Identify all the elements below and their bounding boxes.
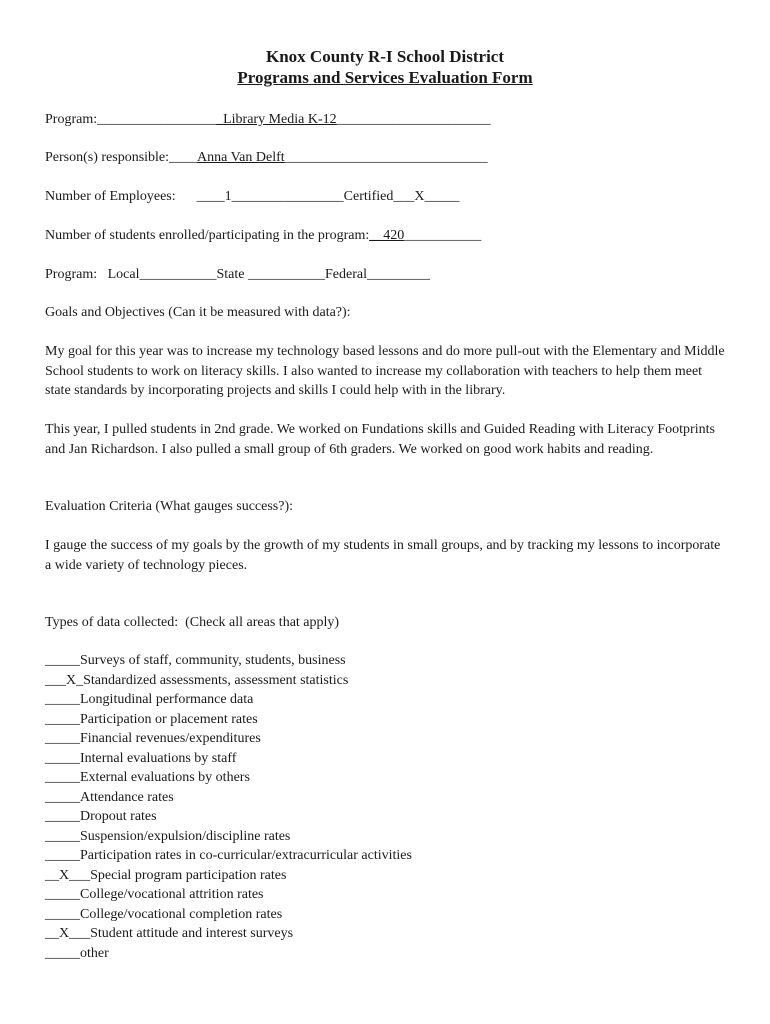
- evaluation-paragraph: I gauge the success of my goals by the growth of my students in small groups, and by tracking my lessons to incorporate a wide variety of technology pieces.: [45, 538, 721, 573]
- employees-label: Number of Employees:: [45, 189, 176, 204]
- persons-label: Person(s) responsible:: [45, 150, 170, 165]
- data-type-item: ___X_Standardized assessments, assessment statistics: [45, 672, 349, 688]
- students-blank-after: ___________: [404, 228, 482, 243]
- data-type-item: _____Internal evaluations by staff: [45, 750, 237, 766]
- goals-paragraph-2: This year, I pulled students in 2nd grade. We worked on Fundations skills and Guided Reading with Literacy Footprints and Jan Richardson. I also pulled a small group of 6th graders. We worked on good work habits and reading.: [45, 422, 715, 457]
- program-type-label: Program:: [45, 267, 98, 282]
- certified-value: ___X_____: [393, 189, 460, 204]
- certified-label: Certified: [343, 189, 394, 204]
- document-header: [0, 46, 770, 88]
- program-label: Program:: [45, 112, 98, 127]
- persons-value: Anna Van Delft: [197, 150, 285, 165]
- data-types-list: [45, 651, 412, 963]
- students-value: __420: [369, 228, 405, 243]
- employees-field: [45, 187, 460, 206]
- data-type-item: _____Surveys of staff, community, students, business: [45, 653, 346, 668]
- data-type-item: _____Suspension/expulsion/discipline rates: [45, 828, 291, 844]
- program-value: _Library Media K-12: [216, 112, 337, 127]
- program-type-state: State ___________: [216, 267, 325, 282]
- goals-paragraph-1: My goal for this year was to increase my technology based lessons and do more pull-out with the Elementary and Middle School students to work on literacy skills. I also wanted to increase my collaboration with teachers to help them meet state standards by incorporating projects and skills I could help with in the library.: [45, 344, 725, 398]
- data-type-item: _____College/vocational attrition rates: [45, 887, 264, 902]
- data-type-item: _____Dropout rates: [45, 809, 157, 824]
- data-type-item: _____Attendance rates: [45, 789, 174, 805]
- document-subtitle: Programs and Services Evaluation Form: [237, 68, 533, 87]
- data-types-heading: Types of data collected: (Check all areas that apply): [45, 615, 340, 630]
- program-blank-before: _________________: [97, 112, 217, 127]
- data-type-item: _____External evaluations by others: [45, 770, 250, 785]
- program-blank-after: ______________________: [336, 112, 491, 127]
- data-type-item: __X___Student attitude and interest surveys: [45, 926, 294, 941]
- program-type-local: Local___________: [107, 267, 217, 282]
- document-title: Knox County R-I School District: [265, 47, 504, 66]
- persons-blank-before: ____: [169, 150, 198, 165]
- data-type-item: _____Longitudinal performance data: [45, 692, 254, 707]
- persons-field: [45, 148, 488, 167]
- data-type-item: _____Participation rates in co-curricular/extracurricular activities: [45, 848, 412, 863]
- persons-blank-after: _____________________________: [284, 150, 488, 165]
- employees-value: ____1________________: [196, 189, 344, 204]
- data-type-item: _____other: [45, 945, 109, 961]
- goals-heading: Goals and Objectives (Can it be measured with data?):: [45, 305, 351, 320]
- evaluation-heading: Evaluation Criteria (What gauges success?):: [45, 499, 294, 514]
- program-type-federal: Federal_________: [324, 267, 430, 282]
- data-type-item: _____Financial revenues/expenditures: [45, 731, 261, 746]
- program-field: [45, 110, 491, 129]
- students-label: Number of students enrolled/participating in the program:: [45, 228, 370, 243]
- data-type-item: _____College/vocational completion rates: [45, 906, 283, 922]
- data-type-item: _____Participation or placement rates: [45, 711, 258, 727]
- program-type-field: [45, 265, 430, 284]
- students-field: [45, 226, 481, 245]
- data-type-item: __X___Special program participation rates: [45, 867, 287, 883]
